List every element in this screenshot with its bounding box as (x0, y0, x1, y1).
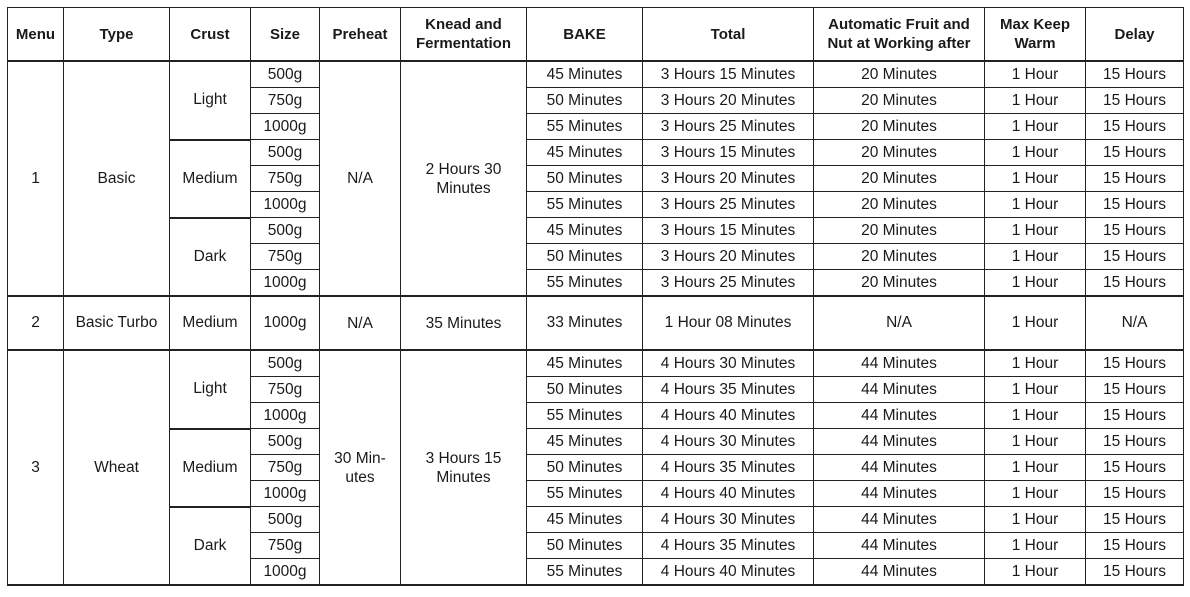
bread-program-table (7, 7, 1184, 586)
table-row (8, 61, 1184, 88)
bake-time: 50 Minutes (527, 166, 643, 192)
loaf-size: 1000g (251, 481, 320, 507)
header-keep-warm: Max Keep Warm (985, 8, 1086, 62)
loaf-size: 500g (251, 350, 320, 377)
total-time: 3 Hours 25 Minutes (643, 114, 814, 140)
menu-number: 3 (8, 350, 64, 585)
preheat-time: N/A (320, 296, 401, 350)
fruit-nut-time: 20 Minutes (814, 114, 985, 140)
total-time: 4 Hours 40 Minutes (643, 481, 814, 507)
table-row (8, 296, 1184, 350)
bake-time: 33 Minutes (527, 296, 643, 350)
menu-number: 1 (8, 61, 64, 296)
bake-time: 55 Minutes (527, 192, 643, 218)
keep-warm-time: 1 Hour (985, 455, 1086, 481)
bake-time: 55 Minutes (527, 559, 643, 586)
crust-color: Medium (170, 429, 251, 507)
keep-warm-time: 1 Hour (985, 88, 1086, 114)
table-row (8, 218, 1184, 244)
delay-time: 15 Hours (1086, 455, 1184, 481)
loaf-size: 750g (251, 377, 320, 403)
keep-warm-time: 1 Hour (985, 533, 1086, 559)
loaf-size: 1000g (251, 296, 320, 350)
keep-warm-time: 1 Hour (985, 429, 1086, 455)
bake-time: 50 Minutes (527, 455, 643, 481)
bake-time: 45 Minutes (527, 429, 643, 455)
bread-type: Wheat (64, 350, 170, 585)
bread-type: Basic (64, 61, 170, 296)
bake-time: 50 Minutes (527, 533, 643, 559)
loaf-size: 500g (251, 507, 320, 533)
bake-time: 50 Minutes (527, 88, 643, 114)
bake-time: 55 Minutes (527, 481, 643, 507)
bake-time: 45 Minutes (527, 218, 643, 244)
loaf-size: 750g (251, 533, 320, 559)
loaf-size: 500g (251, 218, 320, 244)
fruit-nut-time: 20 Minutes (814, 270, 985, 297)
header-size: Size (251, 8, 320, 62)
loaf-size: 750g (251, 455, 320, 481)
keep-warm-time: 1 Hour (985, 61, 1086, 88)
header-fruit-nut: Automatic Fruit and Nut at Working after (814, 8, 985, 62)
header-delay: Delay (1086, 8, 1184, 62)
bake-time: 55 Minutes (527, 270, 643, 297)
loaf-size: 500g (251, 61, 320, 88)
menu-number: 2 (8, 296, 64, 350)
keep-warm-time: 1 Hour (985, 140, 1086, 166)
loaf-size: 750g (251, 166, 320, 192)
total-time: 4 Hours 35 Minutes (643, 455, 814, 481)
delay-time: 15 Hours (1086, 270, 1184, 297)
preheat-time: 30 Min- utes (320, 350, 401, 585)
delay-time: 15 Hours (1086, 403, 1184, 429)
table-body (8, 61, 1184, 585)
keep-warm-time: 1 Hour (985, 559, 1086, 586)
loaf-size: 1000g (251, 403, 320, 429)
total-time: 4 Hours 30 Minutes (643, 429, 814, 455)
loaf-size: 1000g (251, 559, 320, 586)
bake-time: 45 Minutes (527, 507, 643, 533)
total-time: 4 Hours 35 Minutes (643, 377, 814, 403)
crust-color: Dark (170, 218, 251, 297)
crust-color: Light (170, 350, 251, 429)
header-row (8, 8, 1184, 62)
header-menu: Menu (8, 8, 64, 62)
header-preheat: Preheat (320, 8, 401, 62)
delay-time: 15 Hours (1086, 429, 1184, 455)
crust-color: Dark (170, 507, 251, 586)
knead-time: 2 Hours 30 Minutes (401, 61, 527, 296)
delay-time: 15 Hours (1086, 533, 1184, 559)
header-knead: Knead and Fermentation (401, 8, 527, 62)
total-time: 3 Hours 25 Minutes (643, 270, 814, 297)
total-time: 3 Hours 25 Minutes (643, 192, 814, 218)
bake-time: 55 Minutes (527, 403, 643, 429)
delay-time: 15 Hours (1086, 350, 1184, 377)
fruit-nut-time: 20 Minutes (814, 244, 985, 270)
loaf-size: 750g (251, 88, 320, 114)
total-time: 3 Hours 15 Minutes (643, 218, 814, 244)
keep-warm-time: 1 Hour (985, 166, 1086, 192)
delay-time: 15 Hours (1086, 507, 1184, 533)
fruit-nut-time: 44 Minutes (814, 507, 985, 533)
total-time: 3 Hours 15 Minutes (643, 61, 814, 88)
fruit-nut-time: 44 Minutes (814, 455, 985, 481)
keep-warm-time: 1 Hour (985, 377, 1086, 403)
header-bake: BAKE (527, 8, 643, 62)
total-time: 3 Hours 20 Minutes (643, 88, 814, 114)
keep-warm-time: 1 Hour (985, 350, 1086, 377)
loaf-size: 1000g (251, 114, 320, 140)
keep-warm-time: 1 Hour (985, 296, 1086, 350)
fruit-nut-time: 20 Minutes (814, 140, 985, 166)
delay-time: 15 Hours (1086, 166, 1184, 192)
header-type: Type (64, 8, 170, 62)
delay-time: N/A (1086, 296, 1184, 350)
keep-warm-time: 1 Hour (985, 114, 1086, 140)
keep-warm-time: 1 Hour (985, 507, 1086, 533)
loaf-size: 1000g (251, 192, 320, 218)
fruit-nut-time: 20 Minutes (814, 61, 985, 88)
fruit-nut-time: 20 Minutes (814, 192, 985, 218)
total-time: 4 Hours 40 Minutes (643, 559, 814, 586)
knead-time: 3 Hours 15 Minutes (401, 350, 527, 585)
bake-time: 50 Minutes (527, 244, 643, 270)
total-time: 4 Hours 30 Minutes (643, 507, 814, 533)
crust-color: Medium (170, 296, 251, 350)
fruit-nut-time: 44 Minutes (814, 377, 985, 403)
keep-warm-time: 1 Hour (985, 192, 1086, 218)
header-crust: Crust (170, 8, 251, 62)
preheat-time: N/A (320, 61, 401, 296)
delay-time: 15 Hours (1086, 377, 1184, 403)
loaf-size: 500g (251, 140, 320, 166)
delay-time: 15 Hours (1086, 192, 1184, 218)
loaf-size: 500g (251, 429, 320, 455)
fruit-nut-time: 44 Minutes (814, 533, 985, 559)
crust-color: Light (170, 61, 251, 140)
bake-time: 45 Minutes (527, 61, 643, 88)
fruit-nut-time: 44 Minutes (814, 429, 985, 455)
table-row (8, 429, 1184, 455)
fruit-nut-time: 44 Minutes (814, 559, 985, 586)
bake-time: 45 Minutes (527, 140, 643, 166)
keep-warm-time: 1 Hour (985, 403, 1086, 429)
delay-time: 15 Hours (1086, 88, 1184, 114)
delay-time: 15 Hours (1086, 61, 1184, 88)
bake-time: 50 Minutes (527, 377, 643, 403)
table-row (8, 350, 1184, 377)
loaf-size: 750g (251, 244, 320, 270)
loaf-size: 1000g (251, 270, 320, 297)
delay-time: 15 Hours (1086, 218, 1184, 244)
total-time: 4 Hours 30 Minutes (643, 350, 814, 377)
total-time: 4 Hours 35 Minutes (643, 533, 814, 559)
bake-time: 45 Minutes (527, 350, 643, 377)
total-time: 1 Hour 08 Minutes (643, 296, 814, 350)
fruit-nut-time: 20 Minutes (814, 88, 985, 114)
total-time: 3 Hours 20 Minutes (643, 166, 814, 192)
keep-warm-time: 1 Hour (985, 218, 1086, 244)
bake-time: 55 Minutes (527, 114, 643, 140)
keep-warm-time: 1 Hour (985, 244, 1086, 270)
knead-time: 35 Minutes (401, 296, 527, 350)
fruit-nut-time: N/A (814, 296, 985, 350)
delay-time: 15 Hours (1086, 481, 1184, 507)
fruit-nut-time: 44 Minutes (814, 350, 985, 377)
total-time: 3 Hours 20 Minutes (643, 244, 814, 270)
fruit-nut-time: 44 Minutes (814, 403, 985, 429)
keep-warm-time: 1 Hour (985, 270, 1086, 297)
delay-time: 15 Hours (1086, 114, 1184, 140)
total-time: 4 Hours 40 Minutes (643, 403, 814, 429)
total-time: 3 Hours 15 Minutes (643, 140, 814, 166)
delay-time: 15 Hours (1086, 140, 1184, 166)
crust-color: Medium (170, 140, 251, 218)
bread-type: Basic Turbo (64, 296, 170, 350)
header-total: Total (643, 8, 814, 62)
fruit-nut-time: 44 Minutes (814, 481, 985, 507)
fruit-nut-time: 20 Minutes (814, 166, 985, 192)
table-row (8, 507, 1184, 533)
table-row (8, 140, 1184, 166)
fruit-nut-time: 20 Minutes (814, 218, 985, 244)
delay-time: 15 Hours (1086, 244, 1184, 270)
delay-time: 15 Hours (1086, 559, 1184, 586)
keep-warm-time: 1 Hour (985, 481, 1086, 507)
